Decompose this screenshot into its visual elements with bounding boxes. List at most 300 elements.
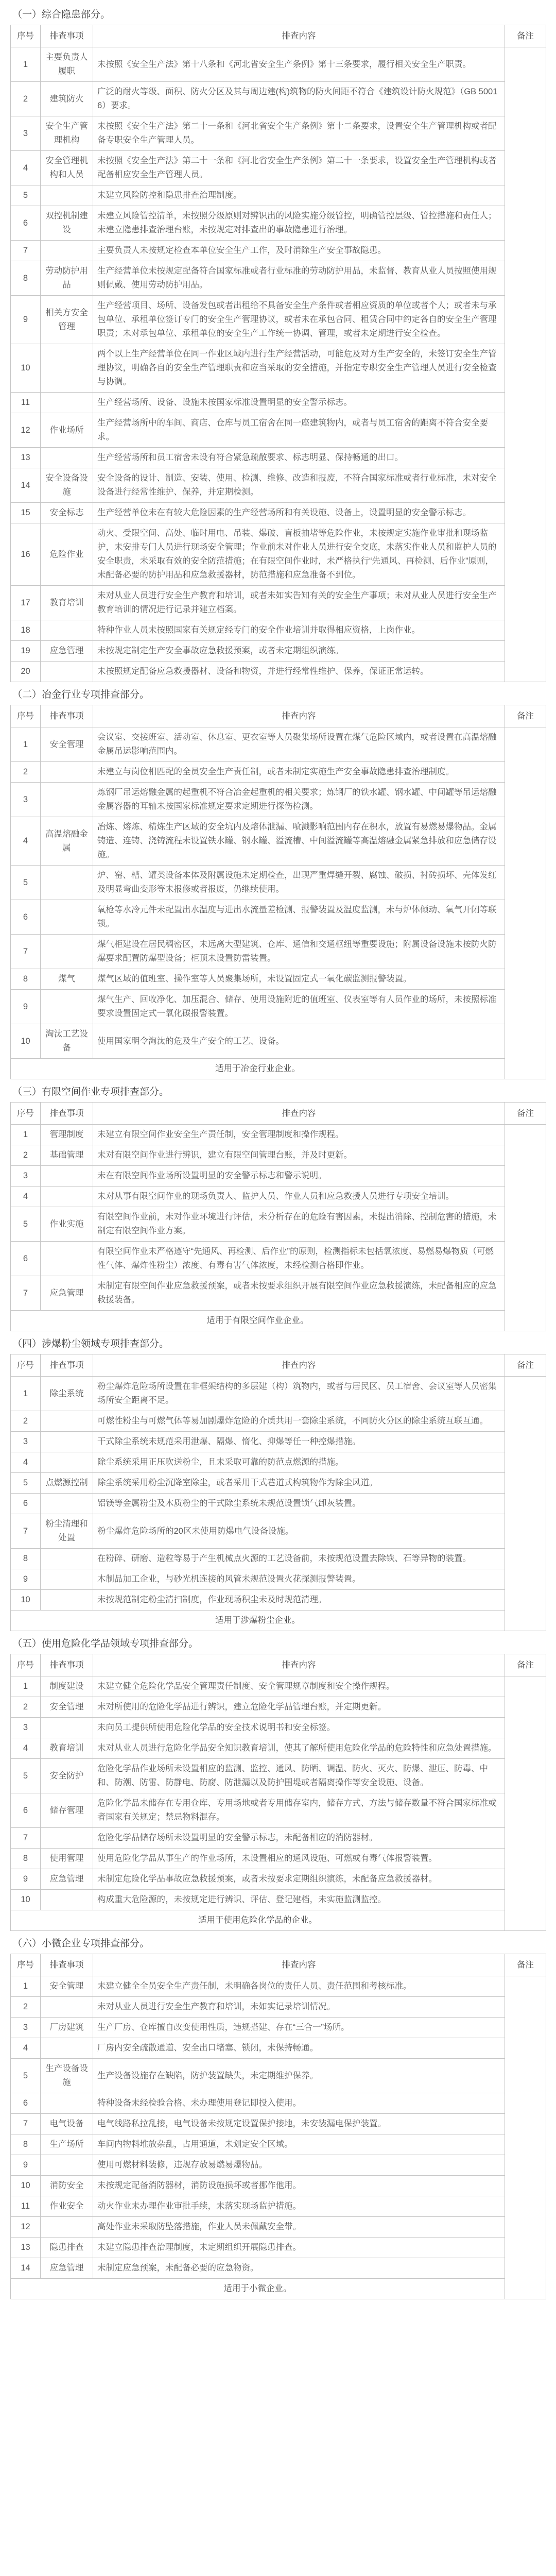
row-number: 11 [11,2196,41,2217]
column-header: 备注 [505,1354,546,1377]
table-row [11,1452,546,1473]
row-number: 1 [11,1377,41,1411]
table-row [11,503,546,523]
check-item: 安全管理机构和人员 [41,151,93,185]
check-item [41,1494,93,1514]
row-number: 9 [11,2155,41,2176]
row-number: 9 [11,990,41,1024]
check-content: 干式除尘系统未规范采用泄爆、隔爆、惰化、抑爆等任一种控爆措施。 [93,1432,505,1452]
check-content: 未对从业人员进行安全生产教育和培训，未如实记录培训情况。 [93,1997,505,2018]
table-row [11,413,546,448]
check-item [41,1166,93,1187]
row-number: 2 [11,1145,41,1166]
check-item: 教育培训 [41,586,93,620]
check-item [41,1432,93,1452]
section-title: （四）涉爆粉尘领域专项排查部分。 [12,1338,169,1349]
table-row [11,468,546,503]
check-content: 广泛的耐火等级、面积、防火分区及其与周边建(构)筑物的防火间距不符合《建筑设计防火规范》（GB 50016）要求。 [93,82,505,116]
check-item: 厂房建筑 [41,2018,93,2038]
column-header: 排查内容 [93,1654,505,1676]
check-item [41,1411,93,1432]
table-row [11,620,546,641]
row-number: 17 [11,586,41,620]
check-item: 应急管理 [41,641,93,662]
check-item [41,448,93,468]
table-row [11,1793,546,1828]
row-number: 9 [11,1869,41,1890]
check-content: 使用危险化学品从事生产的作业场所，未设置相应的通风设施、可燃或有毒气体报警装置。 [93,1849,505,1869]
check-content: 生产经营项目、场所、设备发包或者出租给不具备安全生产条件或者相应资质的单位或者个人；或者未与承包单位、承租单位签订专门的安全生产管理协议，或者未在承包合同、租赁合同中约定各自的安全生产管理职责；未对承包单位、承租单位的安全生产工作统一协调、管理，或者未定期进行安全检查。 [93,296,505,344]
table-row [11,817,546,866]
check-content: 炉、窑、槽、罐类设备本体及附属设施未定期检查，出现严重焊缝开裂、腐蚀、破损、衬砖损坏、壳体发红及明显弯曲变形等未报修或者报废，仍继续使用。 [93,866,505,900]
check-item [41,1569,93,1590]
table-row [11,2018,546,2038]
column-header: 序号 [11,1954,41,1976]
check-item: 安全管理 [41,1697,93,1718]
remarks-cell [505,1377,546,1631]
table-row [11,1569,546,1590]
check-item [41,1452,93,1473]
applicability-note: 适用于冶金行业企业。 [11,1059,505,1079]
check-content: 未按规范制定粉尘清扫制度，作业现场积尘未及时规范清理。 [93,1590,505,1611]
check-content: 危险化学品未储存在专用仓库、专用场地或者专用储存室内，储存方式、方法与储存数量不符合国家标准或者国家有关规定；禁忌物料混存。 [93,1793,505,1828]
check-content: 特种作业人员未按照国家有关规定经专门的安全作业培训并取得相应资格，上岗作业。 [93,620,505,641]
check-content: 未按规定制定生产安全事故应急救援预案，或者未定期组织演练。 [93,641,505,662]
table-row [11,900,546,935]
applicability-note: 适用于使用危险化学品的企业。 [11,1910,505,1931]
row-number: 7 [11,1276,41,1311]
check-item: 安全管理 [41,1976,93,1997]
check-content: 使用国家明令淘汰的危及生产安全的工艺、设备。 [93,1024,505,1059]
check-content: 生产经营场所和员工宿舍未设有符合紧急疏散要求、标志明显、保持畅通的出口。 [93,448,505,468]
header-row [11,705,546,727]
table-row [11,1869,546,1890]
column-header: 排查事项 [41,25,93,47]
check-content: 生产经营场所中的车间、商店、仓库与员工宿舍在同一座建筑物内，或者与员工宿舍的距离不符合安全要求。 [93,413,505,448]
table-row [11,523,546,586]
row-number: 8 [11,1849,41,1869]
table-row [11,1590,546,1611]
check-content: 未制定危险化学品事故应急救援预案，或者未按要求定期组织演练，未配备应急救援器材。 [93,1869,505,1890]
row-number: 2 [11,1697,41,1718]
table-row [11,783,546,817]
check-content: 未对有限空间作业进行辨识，建立有限空间管理台账，并及时更新。 [93,1145,505,1166]
column-header: 排查内容 [93,705,505,727]
scope-row [11,1311,546,1331]
table-row [11,344,546,393]
table-row [11,1166,546,1187]
check-item: 生产场所 [41,2134,93,2155]
check-content: 危险化学品储存场所未设置明显的安全警示标志，未配备相应的消防器材。 [93,1828,505,1849]
checklist-table [10,705,546,1079]
check-content: 动火作业未办理作业审批手续，未落实现场监护措施。 [93,2196,505,2217]
check-content: 厂房内安全疏散通道、安全出口堵塞、锁闭，未保持畅通。 [93,2038,505,2059]
check-item: 应急管理 [41,1276,93,1311]
check-item: 除尘系统 [41,1377,93,1411]
table-row [11,1738,546,1759]
table-row [11,1549,546,1569]
check-item [41,2217,93,2238]
row-number: 6 [11,1793,41,1828]
check-item: 使用管理 [41,1849,93,1869]
row-number: 2 [11,762,41,783]
remarks-cell [505,1125,546,1331]
check-content: 除尘系统采用粉尘沉降室除尘，或者采用干式巷道式构筑物作为除尘风道。 [93,1473,505,1494]
check-content: 冶炼、熔炼、精炼生产区域的安全坑内及熔体泄漏、喷溅影响范围内存在积水，放置有易燃易爆物品。金属铸造、连铸、浇铸流程未设置铁水罐、钢水罐、溢流槽、中间溢流罐等高温熔融金属紧急排放和应急储存设施。 [93,817,505,866]
row-number: 9 [11,1569,41,1590]
check-content: 生产经营场所、设备、设施未按国家标准设置明显的安全警示标志。 [93,393,505,413]
table-row [11,116,546,151]
check-content: 有限空间作业未严格遵守“先通风、再检测、后作业”的原则，检测指标未包括氧浓度、易燃易爆物质（可燃性气体、爆炸性粉尘）浓度、有毒有害气体浓度，未经检测合格即作业。 [93,1242,505,1276]
applicability-note: 适用于有限空间作业企业。 [11,1311,505,1331]
check-content: 使用可燃材料装修，违规存放易燃易爆物品。 [93,2155,505,2176]
column-header: 序号 [11,1354,41,1377]
column-header: 序号 [11,25,41,47]
check-content: 主要负责人未按规定检查本单位安全生产工作，及时消除生产安全事故隐患。 [93,241,505,261]
check-item: 安全生产管理机构 [41,116,93,151]
check-content: 未建立风险防控和隐患排查治理制度。 [93,185,505,206]
check-content: 安全设备的设计、制造、安装、使用、检测、维修、改造和报废，不符合国家标准或者行业标准，未对安全设备进行经常性维护、保养，并定期检测。 [93,468,505,503]
column-header: 备注 [505,1954,546,1976]
table-row [11,393,546,413]
check-item: 教育培训 [41,1738,93,1759]
row-number: 5 [11,185,41,206]
column-header: 排查事项 [41,1354,93,1377]
check-item: 危险作业 [41,523,93,586]
check-content: 未按照规定配备应急救援器材、设备和物资，并进行经常性维护、保养，保证正常运转。 [93,662,505,682]
check-item: 作业安全 [41,2196,93,2217]
row-number: 8 [11,969,41,990]
check-content: 炼钢厂吊运熔融金属的起重机不符合冶金起重机的相关要求；炼钢厂的铁水罐、钢水罐、中间罐等吊运熔融金属容器的耳轴未按国家标准规定要求定期进行探伤检测。 [93,783,505,817]
check-content: 未建立风险管控清单，未按照分级原则对辨识出的风险实施分级管控，明确管控层级、管控措施和责任人；未建立隐患排查治理台账，未按规定对排查出的事故隐患进行治理。 [93,206,505,241]
check-item: 粉尘清理和处置 [41,1514,93,1549]
row-number: 10 [11,1024,41,1059]
table-row [11,969,546,990]
header-row [11,1654,546,1676]
check-content: 特种设备未经检验合格、未办理使用登记即投入使用。 [93,2093,505,2114]
table-row [11,2059,546,2093]
check-item [41,241,93,261]
check-item [41,1828,93,1849]
row-number: 16 [11,523,41,586]
checklist-table [10,1354,546,1631]
table-row [11,1432,546,1452]
header-row [11,1354,546,1377]
check-item: 主要负责人履职 [41,47,93,82]
applicability-note: 适用于小微企业。 [11,2279,505,2299]
check-item [41,783,93,817]
check-item [41,185,93,206]
column-header: 备注 [505,1103,546,1125]
check-item: 相关方安全管理 [41,296,93,344]
row-number: 5 [11,2059,41,2093]
table-row [11,1242,546,1276]
row-number: 8 [11,1549,41,1569]
row-number: 6 [11,1242,41,1276]
row-number: 5 [11,1207,41,1242]
check-content: 未按照《安全生产法》第十八条和《河北省安全生产条例》第十三条要求，履行相关安全生产职责。 [93,47,505,82]
section-title: （六）小微企业专项排查部分。 [12,1938,150,1949]
table-row [11,1024,546,1059]
row-number: 7 [11,1514,41,1549]
check-content: 在粉碎、研磨、造粒等易于产生机械点火源的工艺设备前，未按规范设置去除铁、石等异物的装置。 [93,1549,505,1569]
section-title: （五）使用危险化学品领域专项排查部分。 [12,1638,199,1649]
row-number: 10 [11,1890,41,1910]
column-header: 排查内容 [93,1103,505,1125]
check-content: 可燃性粉尘与可燃气体等易加剧爆炸危险的介质共用一套除尘系统，不同防火分区的除尘系统互联互通。 [93,1411,505,1432]
table-row [11,1207,546,1242]
check-content: 未向员工提供所使用危险化学品的安全技术说明书和安全标签。 [93,1718,505,1738]
row-number: 10 [11,2176,41,2196]
check-content: 生产经营单位未按规定配备符合国家标准或者行业标准的劳动防护用品，未监督、教育从业人员按照使用规则佩戴、使用劳动防护用品。 [93,261,505,296]
row-number: 1 [11,1676,41,1697]
row-number: 2 [11,1411,41,1432]
check-content: 危险化学品作业场所未设置相应的监测、监控、通风、防晒、调温、防火、灭火、防爆、泄压、防毒、中和、防潮、防雷、防静电、防腐、防泄漏以及防护围堤或者隔离操作等安全设施、设备。 [93,1759,505,1793]
row-number: 5 [11,1473,41,1494]
check-item [41,762,93,783]
column-header: 排查内容 [93,1354,505,1377]
check-content: 未在有限空间作业场所设置明显的安全警示标志和警示说明。 [93,1166,505,1187]
check-item: 淘汰工艺设备 [41,1024,93,1059]
check-content: 生产厂房、仓库擅自改变使用性质，违规搭建、存在“三合一”场所。 [93,2018,505,2038]
check-item [41,1890,93,1910]
check-item: 作业实施 [41,1207,93,1242]
column-header: 排查事项 [41,1654,93,1676]
check-item [41,866,93,900]
table-row [11,1187,546,1207]
table-row [11,1473,546,1494]
check-content: 未建立与岗位相匹配的全员安全生产责任制，或者未制定实施生产安全事故隐患排查治理制度。 [93,762,505,783]
check-item: 煤气 [41,969,93,990]
table-row [11,2134,546,2155]
check-content: 未按照《安全生产法》第二十一条和《河北省安全生产条例》第二十一条要求，设置安全生产管理机构或者配备相应安全生产管理人员。 [93,151,505,185]
check-item [41,620,93,641]
check-item: 应急管理 [41,1869,93,1890]
row-number: 19 [11,641,41,662]
row-number: 5 [11,866,41,900]
row-number: 2 [11,82,41,116]
check-item: 双控机制建设 [41,206,93,241]
row-number: 3 [11,1432,41,1452]
check-item: 点燃源控制 [41,1473,93,1494]
check-content: 铝镁等金属粉尘及木质粉尘的干式除尘系统未规范设置锁气卸灰装置。 [93,1494,505,1514]
check-content: 粉尘爆炸危险场所设置在非框架结构的多层建（构）筑物内，或者与居民区、员工宿舍、会议室等人员密集场所安全距离不足。 [93,1377,505,1411]
check-item: 劳动防护用品 [41,261,93,296]
header-row [11,25,546,47]
check-item: 应急管理 [41,2258,93,2279]
row-number: 7 [11,241,41,261]
table-row [11,2217,546,2238]
row-number: 1 [11,1976,41,1997]
row-number: 20 [11,662,41,682]
table-row [11,727,546,762]
check-content: 会议室、交接班室、活动室、休息室、更衣室等人员聚集场所设置在煤气危险区域内，或者设置在高温熔融金属吊运影响范围内。 [93,727,505,762]
table-row [11,241,546,261]
check-item: 生产设备设施 [41,2059,93,2093]
table-row [11,2196,546,2217]
row-number: 12 [11,413,41,448]
check-item [41,1590,93,1611]
table-row [11,2093,546,2114]
row-number: 7 [11,1828,41,1849]
row-number: 15 [11,503,41,523]
section-title: （一）综合隐患部分。 [12,9,111,20]
check-content: 煤气生产、回收净化、加压混合、储存、使用设施附近的值班室、仪表室等有人员作业的场所，未按照标准要求设置固定式一氧化碳报警装置。 [93,990,505,1024]
row-number: 9 [11,296,41,344]
row-number: 7 [11,935,41,969]
check-content: 未建立有限空间作业安全生产责任制，安全管理制度和操作规程。 [93,1125,505,1145]
check-content: 电气线路私拉乱接，电气设备未按规定设置保护接地，未安装漏电保护装置。 [93,2114,505,2134]
table-row [11,2155,546,2176]
table-row [11,448,546,468]
check-item: 管理制度 [41,1125,93,1145]
table-row [11,1145,546,1166]
table-row [11,1828,546,1849]
check-item [41,2093,93,2114]
check-item [41,662,93,682]
column-header: 排查内容 [93,25,505,47]
row-number: 3 [11,1718,41,1738]
table-row [11,151,546,185]
table-row [11,866,546,900]
checklist-table [10,1654,546,1931]
row-number: 6 [11,2093,41,2114]
table-row [11,1514,546,1549]
header-row [11,1103,546,1125]
check-content: 生产经营单位未在有较大危险因素的生产经营场所和有关设施、设备上，设置明显的安全警示标志。 [93,503,505,523]
column-header: 备注 [505,25,546,47]
row-number: 4 [11,817,41,866]
remarks-cell [505,1676,546,1931]
check-item [41,2038,93,2059]
row-number: 3 [11,1166,41,1187]
row-number: 1 [11,727,41,762]
scope-row [11,1059,546,1079]
remarks-cell [505,47,546,682]
section-title: （三）有限空间作业专项排查部分。 [12,1087,169,1097]
table-row [11,641,546,662]
check-content: 煤气柜建设在居民稠密区，未远离大型建筑、仓库、通信和交通枢纽等重要设施；附属设备设施未按防火防爆要求配置防爆型设备；柜顶未设置防雷装置。 [93,935,505,969]
check-content: 煤气区域的值班室、操作室等人员聚集场所，未设置固定式一氧化碳监测报警装置。 [93,969,505,990]
column-header: 备注 [505,1654,546,1676]
row-number: 4 [11,1738,41,1759]
table-row [11,1976,546,1997]
check-content: 未按照《安全生产法》第二十一条和《河北省安全生产条例》第十二条要求，设置安全生产管理机构或者配备专职安全生产管理人员。 [93,116,505,151]
header-row [11,1954,546,1976]
table-row [11,586,546,620]
check-content: 氧枪等水冷元件未配置出水温度与进出水流量差检测、报警装置及温度监测，未与炉体倾动、氧气开闭等联锁。 [93,900,505,935]
row-number: 3 [11,783,41,817]
check-item: 高温熔融金属 [41,817,93,866]
check-content: 未对从业人员进行安全生产教育和培训，或者未如实告知有关的安全生产事项；未对从业人员进行安全生产教育培训的情况进行记录并建立档案。 [93,586,505,620]
check-content: 构成重大危险源的，未按规定进行辨识、评估、登记建档，未实施监测监控。 [93,1890,505,1910]
row-number: 12 [11,2217,41,2238]
check-content: 未建立隐患排查治理制度，未定期组织开展隐患排查。 [93,2238,505,2258]
row-number: 6 [11,206,41,241]
row-number: 8 [11,2134,41,2155]
applicability-note: 适用于涉爆粉尘企业。 [11,1611,505,1631]
row-number: 3 [11,116,41,151]
row-number: 5 [11,1759,41,1793]
check-item [41,393,93,413]
remarks-cell [505,1976,546,2299]
table-row [11,935,546,969]
check-item [41,990,93,1024]
check-item: 安全设备设施 [41,468,93,503]
column-header: 排查事项 [41,705,93,727]
document-page [10,0,546,2299]
table-row [11,206,546,241]
check-content: 木制品加工企业，与砂光机连接的风管未规范设置火花探测报警装置。 [93,1569,505,1590]
row-number: 10 [11,344,41,393]
row-number: 4 [11,2038,41,2059]
row-number: 7 [11,2114,41,2134]
table-row [11,2038,546,2059]
check-content: 生产设备设施存在缺陷，防护装置缺失，未定期维护保养。 [93,2059,505,2093]
check-item [41,1997,93,2018]
check-item [41,935,93,969]
table-row [11,1890,546,1910]
row-number: 14 [11,468,41,503]
table-row [11,2238,546,2258]
table-row [11,185,546,206]
check-content: 未对所使用的危险化学品进行辨识，建立危险化学品管理台账，并定期更新。 [93,1697,505,1718]
check-item [41,1549,93,1569]
table-row [11,662,546,682]
check-item [41,1718,93,1738]
row-number: 18 [11,620,41,641]
table-row [11,1676,546,1697]
row-number: 1 [11,1125,41,1145]
row-number: 6 [11,1494,41,1514]
section-title: （二）冶金行业专项排查部分。 [12,689,150,700]
check-item: 消防安全 [41,2176,93,2196]
check-item: 制度建设 [41,1676,93,1697]
table-row [11,762,546,783]
table-row [11,2258,546,2279]
table-row [11,1494,546,1514]
remarks-cell [505,727,546,1079]
check-content: 未制定有限空间作业应急救援预案，或者未按要求组织开展有限空间作业应急救援演练，未配备相应的应急救援装备。 [93,1276,505,1311]
table-row [11,1997,546,2018]
column-header: 序号 [11,1103,41,1125]
table-row [11,82,546,116]
row-number: 10 [11,1590,41,1611]
check-content: 车间内物料堆放杂乱，占用通道，未划定安全区域。 [93,2134,505,2155]
checklist-table [10,25,546,682]
table-row [11,1718,546,1738]
table-row [11,1759,546,1793]
check-item: 建筑防火 [41,82,93,116]
check-content: 有限空间作业前，未对作业环境进行评估，未分析存在的危险有害因素，未提出消除、控制危害的措施，未制定有限空间作业方案。 [93,1207,505,1242]
check-item: 储存管理 [41,1793,93,1828]
check-content: 两个以上生产经营单位在同一作业区域内进行生产经营活动，可能危及对方生产安全的，未签订安全生产管理协议，明确各自的安全生产管理职责和应当采取的安全措施，并指定专职安全生产管理人员进行安全检查与协调。 [93,344,505,393]
row-number: 6 [11,900,41,935]
check-item [41,2155,93,2176]
check-content: 未建立健全全员安全生产责任制，未明确各岗位的责任人员、责任范围和考核标准。 [93,1976,505,1997]
table-row [11,1276,546,1311]
check-item: 隐患排查 [41,2238,93,2258]
check-item: 电气设备 [41,2114,93,2134]
column-header: 排查内容 [93,1954,505,1976]
column-header: 序号 [11,705,41,727]
row-number: 4 [11,1452,41,1473]
table-row [11,2114,546,2134]
row-number: 14 [11,2258,41,2279]
row-number: 4 [11,151,41,185]
scope-row [11,1910,546,1931]
row-number: 1 [11,47,41,82]
